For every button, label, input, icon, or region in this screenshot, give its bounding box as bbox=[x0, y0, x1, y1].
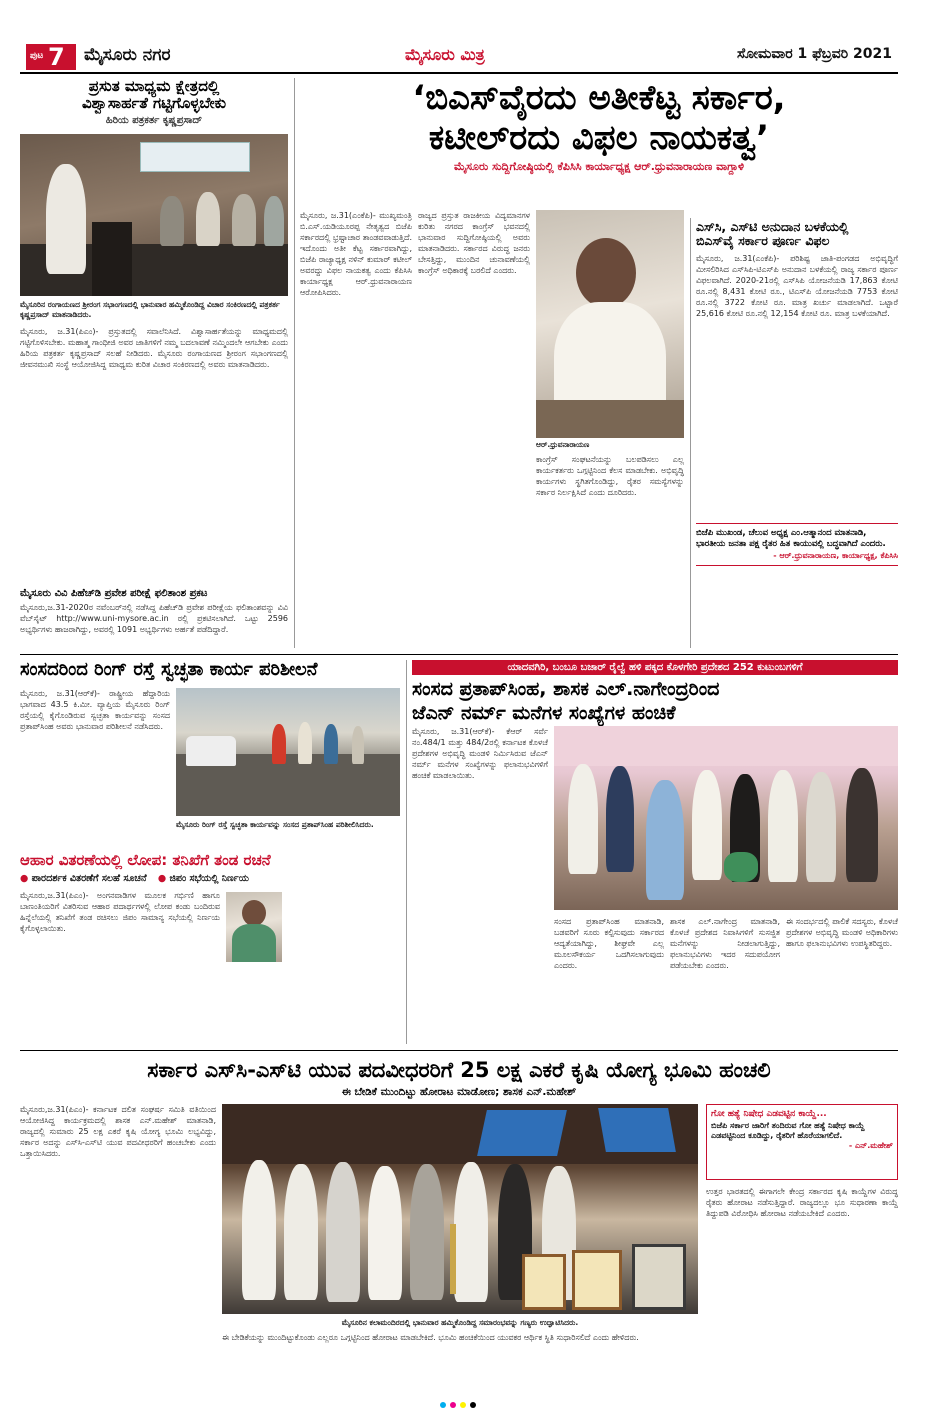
food-tags: ● ಪಾರದರ್ಶಕ ವಿತರಣೆಗೆ ಸಲಹೆ ಸೂಚನೆ ● ಜಿಪಂ ಸಭೆಯಲ್ಲಿ ನಿರ್ಣಯ bbox=[20, 873, 249, 885]
sc-st-body: ಮೈಸೂರು, ಜ.31(ಎಂಕೆಪಿ)- ಪರಿಶಿಷ್ಟ ಜಾತಿ-ಪಂಗಡದ ಅಭಿವೃದ್ಧಿಗೆ ಮೀಸಲಿರಿಸಿದ ಎಸ್‌ಸಿಪಿ-ಟಿಎಸ್‌ಪಿ ಅನುದಾನ ಬಳಕೆಯಲ್ಲಿ ರಾಜ್ಯ ಸರ್ಕಾರ ಪೂರ್ಣ ವಿಫಲವಾಗಿದೆ. 2020-21ರಲ್ಲಿ ಎಸ್‌ಸಿಪಿ ಯೋಜನೆಯಡಿ 17,863 ಕೋಟಿ ರೂ.ನಲ್ಲಿ 8,431 ಕೋಟಿ ರೂ., ಟಿಎಸ್‌ಪಿ ಯೋಜನೆಯಡಿ 7753 ಕೋಟಿ ರೂ.ನಲ್ಲಿ 3722 ಕೋಟಿ ರೂ. ಮಾತ್ರ ಖರ್ಚು ಮಾಡಲಾಗಿದೆ. ಒಟ್ಟಾರೆ 25,616 ಕೋಟಿ ರೂ.ನಲ್ಲಿ 12,154 ಕೋಟಿ ರೂ. ಮಾತ್ರ ಬಳಕೆಯಾಗಿದೆ. bbox=[696, 253, 898, 318]
ring-road-photo bbox=[176, 688, 400, 816]
ring-road-caption: ಮೈಸೂರು ರಿಂಗ್ ರಸ್ತೆ ಸ್ವಚ್ಛತಾ ಕಾರ್ಯವನ್ನು ಸಂಸದ ಪ್ರತಾಪ್‌ಸಿಂಹ ಪರಿಶೀಲಿಸಿದರು. bbox=[176, 820, 374, 829]
land-body-right: ಉತ್ತರ ಭಾರತದಲ್ಲಿ ಈಗಾಗಲೇ ಕೇಂದ್ರ ಸರ್ಕಾರದ ಕೃಷಿ ಕಾಯ್ದೆಗಳ ವಿರುದ್ಧ ರೈತರು ಹೋರಾಟ ನಡೆಸುತ್ತಿದ್ದಾರೆ. ರಾಜ್ಯದಲ್ಲೂ ಭೂ ಸುಧಾರಣಾ ಕಾಯ್ದೆ ತಿದ್ದುಪಡಿ ವಿರೋಧಿಸಿ ಹೋರಾಟ ನಡೆಯಬೇಕಿದೆ ಎಂದರು. bbox=[706, 1187, 898, 1218]
housing-headline-2: ಜೆಎನ್ ನರ್ಮ್ ಮನೆಗಳ ಸಂಖ್ಯೆಗಳ ಹಂಚಿಕೆ bbox=[412, 702, 676, 724]
cow-slaughter-sidebar bbox=[706, 1104, 898, 1180]
housing-body-col3: ಶಾಸಕ ಎಲ್.ನಾಗೇಂದ್ರ ಮಾತನಾಡಿ, ಕೊಳಚೆ ಪ್ರದೇಶದ ನಿವಾಸಿಗಳಿಗೆ ಸುಸಜ್ಜಿತ ಮನೆಗಳನ್ನು ನೀಡಲಾಗುತ್ತಿದ್ದು, ಫಲಾನುಭವಿಗಳು ಇದರ ಸದುಪಯೋಗ ಪಡೆಯಬೇಕು ಎಂದರು. bbox=[670, 917, 780, 970]
food-body: ಮೈಸೂರು,ಜ.31(ಪಿಎಂ)- ಅಂಗನವಾಡಿಗಳ ಮೂಲಕ ಗರ್ಭಿಣಿ ಹಾಗೂ ಬಾಣಂತಿಯರಿಗೆ ವಿತರಿಸುವ ಆಹಾರ ಪದಾರ್ಥಗಳಲ್ಲಿ ಲೋಪ ಕಂಡು ಬಂದಿರುವ ಹಿನ್ನೆಲೆಯಲ್ಲಿ ತನಿಖೆಗೆ ತಂಡ ರಚಿಸಲು ಜಿಪಂ ಸಾಮಾನ್ಯ ಸಭೆಯಲ್ಲಿ ನಿರ್ಣಯ ಕೈಗೊಳ್ಳಲಾಯಿತು. bbox=[20, 891, 220, 933]
housing-story bbox=[412, 660, 898, 1044]
land-photo-caption: ಮೈಸೂರಿನ ಕಲಾಮಂದಿರದಲ್ಲಿ ಭಾನುವಾರ ಹಮ್ಮಿಕೊಂಡಿದ್ದ ಸಮಾರಂಭವನ್ನು ಗಣ್ಯರು ಉದ್ಘಾಟಿಸಿದರು. bbox=[341, 1318, 579, 1327]
sc-st-grant-story bbox=[696, 220, 898, 648]
page-label: ಪುಟ bbox=[30, 51, 44, 61]
registration-dot-cyan bbox=[440, 1402, 446, 1408]
seminar-banner bbox=[140, 142, 250, 172]
sc-st-headline-1: ಎಸ್‌ಸಿ, ಎಸ್‌ಟಿ ಅನುದಾನ ಬಳಕೆಯಲ್ಲಿ bbox=[696, 220, 849, 234]
land-strap: ಈ ಬೇಡಿಕೆ ಮುಂದಿಟ್ಟು ಹೋರಾಟ ಮಾಡೋಣ; ಶಾಸಕ ಎನ್.ಮಹೇಶ್ bbox=[341, 1086, 577, 1098]
seminar-photo bbox=[20, 134, 288, 296]
portrait-frame-3 bbox=[632, 1244, 686, 1310]
land-body-left: ಮೈಸೂರು,ಜ.31(ಪಿಎಂ)- ಕರ್ನಾಟಕ ದಲಿತ ಸಂಘರ್ಷ ಸಮಿತಿ ವತಿಯಿಂದ ಆಯೋಜಿಸಿದ್ದ ಕಾರ್ಯಕ್ರಮದಲ್ಲಿ ಶಾಸಕ ಎನ್.ಮಹೇಶ್ ಮಾತನಾಡಿ, ರಾಜ್ಯದಲ್ಲಿ ಸುಮಾರು 25 ಲಕ್ಷ ಎಕರೆ ಕೃಷಿ ಯೋಗ್ಯ ಭೂಮಿ ಲಭ್ಯವಿದ್ದು, ಸರ್ಕಾರ ಅದನ್ನು ಎಸ್‌ಸಿ-ಎಸ್‌ಟಿ ಯುವ ಪದವೀಧರರಿಗೆ ಹಂಚಬೇಕು ಎಂದು ಒತ್ತಾಯಿಸಿದರು. bbox=[20, 1105, 216, 1158]
housing-body-col1: ಮೈಸೂರು, ಜ.31(ಆರ್‌ಕೆ)- ಕೆಆರ್ ಸರ್ವೆ ನಂ.484/1 ಮತ್ತು 484/2ರಲ್ಲಿ ಕರ್ನಾಟಕ ಕೊಳಚೆ ಪ್ರದೇಶಗಳ ಅಭಿವೃದ್ಧಿ ಮಂಡಳಿ ನಿರ್ಮಿಸಿರುವ ಜೆಎನ್ ನರ್ಮ್ ಮನೆಗಳ ಸಂಖ್ಯೆಗಳನ್ನು ಫಲಾನುಭವಿಗಳಿಗೆ ಹಂಚಿಕೆ ಮಾಡಲಾಯಿತು. bbox=[412, 727, 548, 780]
housing-photo bbox=[554, 726, 898, 910]
newspaper-page bbox=[20, 40, 898, 1385]
housing-body-col4: ಈ ಸಂದರ್ಭದಲ್ಲಿ ಪಾಲಿಕೆ ಸದಸ್ಯರು, ಕೊಳಚೆ ಪ್ರದೇಶಗಳ ಅಭಿವೃದ್ಧಿ ಮಂಡಳಿ ಅಧಿಕಾರಿಗಳು ಹಾಗೂ ಫಲಾನುಭವಿಗಳು ಉಪಸ್ಥಿತರಿದ್ದರು. bbox=[786, 917, 898, 948]
land-event-photo bbox=[222, 1104, 698, 1314]
lead-body-col2: ರಾಜ್ಯದ ಪ್ರಸ್ತುತ ರಾಜಕೀಯ ವಿದ್ಯಮಾನಗಳ ಕುರಿತು ನಗರದ ಕಾಂಗ್ರೆಸ್ ಭವನದಲ್ಲಿ ಭಾನುವಾರ ಸುದ್ದಿಗೋಷ್ಠಿಯಲ್ಲಿ ಅವರು ಮಾತನಾಡಿದರು. ಸರ್ಕಾರದ ವಿರುದ್ಧ ಜನರು ಬೇಸತ್ತಿದ್ದು, ಮುಂದಿನ ಚುನಾವಣೆಯಲ್ಲಿ ಕಾಂಗ್ರೆಸ್ ಅಧಿಕಾರಕ್ಕೆ ಬರಲಿದೆ ಎಂದರು. bbox=[418, 211, 530, 275]
event-backdrop bbox=[554, 726, 898, 766]
credibility-story bbox=[20, 78, 288, 648]
portrait-frame-2 bbox=[572, 1250, 622, 1310]
land-body-bottom: ಈ ಬೇಡಿಕೆಯನ್ನು ಮುಂದಿಟ್ಟುಕೊಂಡು ಎಲ್ಲರೂ ಒಗ್ಗಟ್ಟಿನಿಂದ ಹೋರಾಟ ಮಾಡಬೇಕಿದೆ. ಭೂಮಿ ಹಂಚಿಕೆಯಿಂದ ಯುವಕರ ಆರ್ಥಿಕ ಸ್ಥಿತಿ ಸುಧಾರಿಸಲಿದೆ ಎಂದು ಹೇಳಿದರು. bbox=[222, 1333, 639, 1342]
portrait-frame-1 bbox=[522, 1254, 566, 1310]
phd-result-subhead: ಮೈಸೂರು ವಿವಿ ಪಿಹೆಚ್‌ಡಿ ಪ್ರವೇಶ ಪರೀಕ್ಷೆ ಫಲಿತಾಂಶ ಪ್ರಕಟ bbox=[20, 588, 208, 599]
land-headline: ಸರ್ಕಾರ ಎಸ್‌ಸಿ-ಎಸ್‌ಟಿ ಯುವ ಪದವೀಧರರಿಗೆ 25 ಲಕ್ಷ ಎಕರೆ ಕೃಷಿ ಯೋಗ್ಯ ಭೂಮಿ ಹಂಚಲಿ bbox=[147, 1058, 771, 1082]
parked-car bbox=[186, 736, 236, 766]
lead-headline-1: ‘ಬಿಎಸ್‌ವೈರದು ಅತೀಕೆಟ್ಟ ಸರ್ಕಾರ, bbox=[412, 78, 786, 118]
housing-kicker: ಯಾದವಗಿರಿ, ಬಂಬೂ ಬಜಾರ್ ರೈಲ್ವೆ ಹಳಿ ಪಕ್ಕದ ಕೊಳಗೇರಿ ಪ್ರದೇಶದ 252 ಕುಟುಂಬಗಳಿಗೆ bbox=[412, 660, 898, 675]
portrait-face bbox=[576, 238, 636, 308]
green-pot bbox=[724, 852, 758, 882]
official-portrait bbox=[226, 892, 282, 962]
podium bbox=[92, 222, 132, 296]
lead-strap: ಮೈಸೂರು ಸುದ್ದಿಗೋಷ್ಠಿಯಲ್ಲಿ ಕೆಪಿಸಿಸಿ ಕಾರ್ಯಾಧ್ಯಕ್ಷ ಆರ್.ಧ್ರುವನಾರಾಯಣ ವಾಗ್ದಾಳಿ bbox=[454, 160, 744, 173]
sidebar-title: ಗೋ ಹತ್ಯೆ ನಿಷೇಧ ಎಡವಟ್ಟಿನ ಕಾಯ್ದೆ... bbox=[711, 1109, 827, 1119]
sc-st-quote-attribution: - ಆರ್.ಧ್ರುವನಾರಾಯಣ, ಕಾರ್ಯಾಧ್ಯಕ್ಷ, ಕೆಪಿಸಿಸಿ bbox=[773, 550, 898, 560]
speaker-figure bbox=[46, 164, 86, 274]
housing-headline-1: ಸಂಸದ ಪ್ರತಾಪ್‌ಸಿಂಹ, ಶಾಸಕ ಎಲ್.ನಾಗೇಂದ್ರರಿಂದ bbox=[412, 678, 720, 700]
ring-road-story bbox=[20, 660, 400, 846]
food-tag-2: ಜಿಪಂ ಸಭೆಯಲ್ಲಿ ನಿರ್ಣಯ bbox=[169, 873, 249, 885]
page-number: 7 bbox=[48, 43, 65, 71]
lead-body-col1: ಮೈಸೂರು, ಜ.31(ಎಂಕೆಪಿ)- ಮುಖ್ಯಮಂತ್ರಿ ಬಿ.ಎಸ್.ಯಡಿಯೂರಪ್ಪ ನೇತೃತ್ವದ ಬಿಜೆಪಿ ಸರ್ಕಾರದಲ್ಲಿ ಭ್ರಷ್ಟಾಚಾರ ತಾಂಡವವಾಡುತ್ತಿದೆ. ಇದೊಂದು ಅತೀ ಕೆಟ್ಟ ಸರ್ಕಾರವಾಗಿದ್ದು, ಬಿಜೆಪಿ ರಾಜ್ಯಾಧ್ಯಕ್ಷ ನಳಿನ್ ಕುಮಾರ್ ಕಟೀಲ್ ಅವರದ್ದು ವಿಫಲ ನಾಯಕತ್ವ ಎಂದು ಕೆಪಿಸಿಸಿ ಕಾರ್ಯಾಧ್ಯಕ್ಷ ಆರ್.ಧ್ರುವನಾರಾಯಣ ಆರೋಪಿಸಿದರು. bbox=[300, 211, 412, 297]
registration-dot-black bbox=[470, 1402, 476, 1408]
page-number-badge bbox=[26, 44, 76, 70]
phd-result-body: ಮೈಸೂರು,ಜ.31-2020ರ ನವೆಂಬರ್‌ನಲ್ಲಿ ನಡೆಸಿದ್ದ ಪಿಹೆಚ್‌ಡಿ ಪ್ರವೇಶ ಪರೀಕ್ಷೆಯ ಫಲಿತಾಂಶವನ್ನು ವಿವಿ ವೆಬ್‌ಸೈಟ್ http://www.uni-mysore.ac.in ರಲ್ಲಿ ಪ್ರಕಟಿಸಲಾಗಿದೆ. ಒಟ್ಟು 2596 ಅಭ್ಯರ್ಥಿಗಳು ಹಾಜರಾಗಿದ್ದು, ಅವರಲ್ಲಿ 1091 ಅಭ್ಯರ್ಥಿಗಳು ಅರ್ಹತೆ ಪಡೆದಿದ್ದಾರೆ. bbox=[20, 603, 288, 634]
lamp-stand bbox=[450, 1224, 456, 1294]
credibility-headline-2: ವಿಶ್ವಾಸಾರ್ಹತೆ ಗಟ್ಟಿಗೊಳ್ಳಬೇಕು bbox=[81, 94, 227, 113]
food-distribution-story bbox=[20, 852, 400, 1044]
credibility-headline-1: ಪ್ರಸುತ ಮಾಧ್ಯಮ ಕ್ಷೇತ್ರದಲ್ಲಿ bbox=[88, 78, 220, 95]
sc-st-quote: ಬಿಜೆಪಿ ಮುಖಂಡ, ಚೆಲುವ ಅಧ್ಯಕ್ಷ ಎಂ.ಆತ್ಮಾನಂದ ಮಾತನಾಡಿ, ಭಾರತೀಯ ಜನತಾ ಪಕ್ಷ ರೈತರ ಹಿತ ಕಾಯುವಲ್ಲಿ ಬದ್ಧವಾಗಿದೆ ಎಂದರು. bbox=[696, 527, 886, 549]
sc-st-headline-2: ಬಿಎಸ್‌ವೈ ಸರ್ಕಾರ ಪೂರ್ಣ ವಿಫಲ bbox=[696, 233, 830, 249]
credibility-byline: ಹಿರಿಯ ಪತ್ರಕರ್ತ ಕೃಷ್ಣಪ್ರಸಾದ್ bbox=[105, 114, 203, 126]
seminar-caption: ಮೈಸೂರಿನ ರಂಗಾಯಣದ ಶ್ರೀರಂಗ ಸಭಾಂಗಣದಲ್ಲಿ ಭಾನುವಾರ ಹಮ್ಮಿಕೊಂಡಿದ್ದ ವಿಚಾರ ಸಂಕಿರಣದಲ್ಲಿ ಪತ್ರಕರ್ತ ಕೃಷ್ಣಪ್ರಸಾದ್ ಮಾತನಾಡಿದರು. bbox=[20, 300, 280, 319]
credibility-body: ಮೈಸೂರು, ಜ.31(ಪಿಎಂ)- ಪ್ರಸ್ತುತದಲ್ಲಿ ಸವಾಲೆನಿಸಿದೆ. ವಿಶ್ವಾಸಾರ್ಹತೆಯನ್ನು ಮಾಧ್ಯಮದಲ್ಲಿ ಗಟ್ಟಿಗೊಳಿಸಬೇಕು. ಮಹಾತ್ಮ ಗಾಂಧೀಜಿ ಅವರ ಜಾತಿಗಳಿಗೆ ನಮ್ಮ ಬದಲಾವಣೆ ನಮ್ಮಿಂದಲೇ ಆಗಬೇಕು ಎಂದು ಹಿರಿಯ ಪತ್ರಕರ್ತ ಕೃಷ್ಣಪ್ರಸಾದ್ ಸಲಹೆ ನೀಡಿದರು. ಮೈಸೂರು ರಂಗಾಯಣದ ಶ್ರೀರಂಗ ಸಭಾಂಗಣದಲ್ಲಿ ಜೀವನಮುಖಿ ಸಂಸ್ಥೆ ಆಯೋಜಿಸಿದ್ದ ಮಾಧ್ಯಮ ಕುರಿತ ವಿಚಾರ ಸಂಕಿರಣದಲ್ಲಿ ಅವರು ಮಾತನಾಡಿದರು. bbox=[20, 327, 288, 369]
paper-name: ಮೈಸೂರು ಮಿತ್ರ bbox=[405, 45, 485, 64]
land-allotment-story bbox=[20, 1056, 898, 1385]
publication-date: ಸೋಮವಾರ 1 ಫೆಬ್ರವರಿ 2021 bbox=[737, 46, 892, 62]
lead-photo-caption: ಆರ್.ಧ್ರುವನಾರಾಯಣ bbox=[536, 440, 590, 449]
registration-dot-yellow bbox=[460, 1402, 466, 1408]
sidebar-body: ಬಿಜೆಪಿ ಸರ್ಕಾರ ಜಾರಿಗೆ ತಂದಿರುವ ಗೋ ಹತ್ಯೆ ನಿಷೇಧ ಕಾಯ್ದೆ ಎಡವಟ್ಟಿನಿಂದ ಕೂಡಿದ್ದು, ರೈತರಿಗೆ ಹೊರೆಯಾಗಲಿದೆ. bbox=[711, 1121, 865, 1140]
food-tag-1: ಪಾರದರ್ಶಕ ವಿತರಣೆಗೆ ಸಲಹೆ ಸೂಚನೆ bbox=[31, 873, 147, 885]
section-name: ಮೈಸೂರು ನಗರ bbox=[84, 45, 171, 65]
ring-road-body: ಮೈಸೂರು, ಜ.31(ಆರ್‌ಕೆ)- ರಾಷ್ಟ್ರೀಯ ಹೆದ್ದಾರಿಯ ಭಾಗವಾದ 43.5 ಕಿ.ಮೀ. ವ್ಯಾಪ್ತಿಯ ಮೈಸೂರು ರಿಂಗ್ ರಸ್ತೆಯಲ್ಲಿ ಕೈಗೊಂಡಿರುವ ಸ್ವಚ್ಛತಾ ಕಾರ್ಯವನ್ನು ಸಂಸದ ಪ್ರತಾಪ್‌ಸಿಂಹ ಅವರು ಭಾನುವಾರ ಪರಿಶೀಲನೆ ನಡೆಸಿದರು. bbox=[20, 689, 170, 731]
food-headline: ಆಹಾರ ವಿತರಣೆಯಲ್ಲಿ ಲೋಪ: ತನಿಖೆಗೆ ತಂಡ ರಚನೆ bbox=[20, 852, 271, 869]
dhruvanarayan-photo bbox=[536, 210, 684, 438]
ring-road-headline: ಸಂಸದರಿಂದ ರಿಂಗ್ ರಸ್ತೆ ಸ್ವಚ್ಛತಾ ಕಾರ್ಯ ಪರಿಶೀಲನೆ bbox=[20, 660, 318, 680]
registration-dot-magenta bbox=[450, 1402, 456, 1408]
lead-headline-2: ಕಟೀಲ್‌ರದು ವಿಫಲ ನಾಯಕತ್ವ’ bbox=[428, 118, 770, 158]
housing-body-col2: ಸಂಸದ ಪ್ರತಾಪ್‌ಸಿಂಹ ಮಾತನಾಡಿ, ಬಡವರಿಗೆ ಸೂರು ಕಲ್ಪಿಸುವುದು ಸರ್ಕಾರದ ಆದ್ಯತೆಯಾಗಿದ್ದು, ಶೀಘ್ರವೇ ಎಲ್ಲ ಮೂಲಸೌಕರ್ಯ ಒದಗಿಸಲಾಗುವುದು ಎಂದರು. bbox=[554, 917, 664, 970]
sc-st-quote-box bbox=[696, 523, 898, 566]
lead-body-col3: ಕಾಂಗ್ರೆಸ್ ಸಂಘಟನೆಯನ್ನು ಬಲಪಡಿಸಲು ಎಲ್ಲ ಕಾರ್ಯಕರ್ತರು ಒಗ್ಗಟ್ಟಿನಿಂದ ಕೆಲಸ ಮಾಡಬೇಕು. ಅಭಿವೃದ್ಧಿ ಕಾರ್ಯಗಳು ಸ್ಥಗಿತಗೊಂಡಿದ್ದು, ರೈತರ ಸಮಸ್ಯೆಗಳನ್ನು ಸರ್ಕಾರ ನಿರ್ಲಕ್ಷಿಸಿದೆ ಎಂದು ದೂರಿದರು. bbox=[536, 455, 684, 497]
masthead bbox=[20, 40, 898, 74]
sidebar-attribution: - ಎನ್.ಮಹೇಶ್ bbox=[848, 1141, 893, 1150]
blue-flag bbox=[477, 1110, 567, 1156]
